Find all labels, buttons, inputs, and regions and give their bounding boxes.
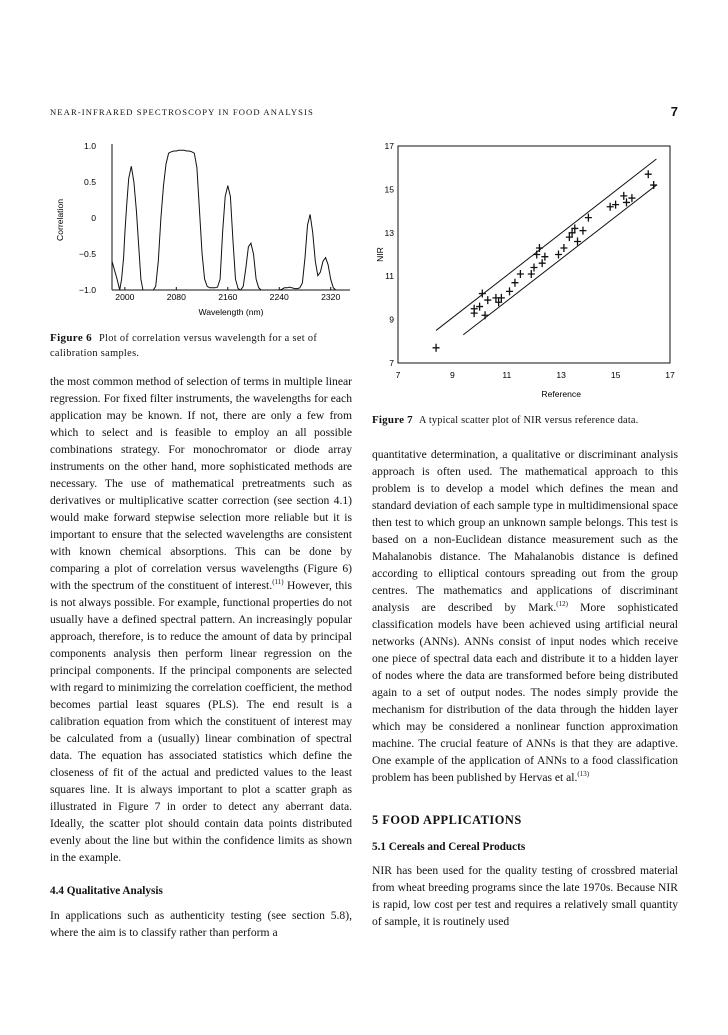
confidence-limit-line — [436, 159, 656, 330]
data-point — [511, 279, 518, 287]
caption-label: Figure 7 — [372, 414, 413, 426]
data-point — [555, 251, 562, 259]
data-point — [579, 227, 586, 235]
data-point — [484, 296, 491, 304]
x-tick-label: 13 — [556, 370, 566, 380]
paragraph: the most common method of selection of terms in multiple linear regression. For fixed filter instruments, the wavelengths for each application may be known. If not, there are only a few from which to select and is feasible to employ an all possible combinations strategy. For monochromator or diode array instruments on the other hand, more sophisticated methods are necessary. The use of mathematical pretreatments such as derivatives or multiplicative scatter correction (see section 4.1) would make forward stepwise selection more reliable but it is important to ensure that the selected wavelengths are consistent with known chemical absorptions. This can be done by comparing a plot of correlation versus wavelengths (Figure 6) with the spectrum of the constituent of interest.$^{(11)}$ However, this is not always possible. For example, functional properties do not usually have a defined spectral pattern. An increasingly popular approach, therefore, is to reduce the amount of data by principal components analysis then perform linear regression on the principal components. If the principal components are selected with regard to minimizing the correlation coefficient, the method becomes partial least squares (PLS). The end result is a calibration equation from which the constituent of interest may be calculated from a (usually) linear combination of spectral data. The equation has associated statistics which define the closeness of fit of the actual and predicted values to the least squares line. It is always important to plot a scatter graph as illustrated in Figure 7 in order to detect any aberrant data. Ideally, the scatter plot should contain data points distributed evenly about the line but within the confidence limits as shown in the example. — [50, 375, 352, 864]
section-heading-5: 5 FOOD APPLICATIONS — [372, 813, 522, 827]
left-column — [50, 373, 352, 941]
figure-6 — [50, 134, 360, 324]
caption-text: Plot of correlation versus wavelength for a set of calibration samples. — [50, 333, 318, 359]
x-tick-label: 2320 — [321, 292, 341, 302]
data-point — [650, 181, 657, 189]
y-tick-label: 0.5 — [84, 177, 96, 187]
data-point — [628, 194, 635, 202]
x-tick-label: 11 — [502, 370, 512, 380]
running-title: NEAR-INFRARED SPECTROSCOPY IN FOOD ANALYSIS — [50, 107, 314, 117]
x-axis-label: Reference — [541, 389, 582, 399]
page-header — [50, 104, 678, 120]
confidence-limit-line — [463, 185, 656, 335]
citation: (11) — [272, 578, 284, 587]
y-tick-label: 13 — [384, 227, 394, 238]
figure-7 — [364, 134, 684, 406]
paragraph: In applications such as authenticity testing (see section 5.8), where the aim is to classify rather than perform a — [50, 909, 352, 939]
page-number: 7 — [670, 104, 678, 119]
y-tick-label: 9 — [389, 314, 394, 325]
y-axis-label: Correlation — [55, 198, 65, 242]
right-column — [372, 446, 678, 930]
y-tick-label: 17 — [384, 141, 394, 151]
figure-7-caption — [372, 413, 678, 428]
y-tick-label: −0.5 — [79, 249, 96, 259]
y-tick-label: 1.0 — [84, 141, 96, 151]
correlation-chart — [50, 134, 360, 324]
data-point — [585, 214, 592, 222]
data-point — [433, 344, 440, 352]
paragraph: NIR has been used for the quality testing of crossbred material from wheat breeding programs since the late 1970s. Because NIR is rapid, low cost per test and requires a relatively small quantity of sample, it is routinely used — [372, 864, 678, 928]
data-point — [506, 287, 513, 295]
section-heading-5-1: 5.1 Cereals and Cereal Products — [372, 841, 526, 853]
paragraph: quantitative determination, a qualitative or discriminant analysis approach is often used. The mathematical approach to this problem is to develop a model which defines the mean and standard deviation of each sample type in multidimensional space then test to which group an unknown sample belongs. This test is based on a non-Euclidean distance measurement such as the Mahalanobis distance. The Mahalanobis distance is defined according to elliptical contours spreading out from the group centres. The mathematics and applications of discriminant analysis are described by Mark.$^{(12)}$ More sophisticated classification models have been achieved using artificial neural networks (ANNs). ANNs consist of input nodes which receive one piece of spectral data each and distribute it to a hidden layer of nodes where the data are transformed before being distributed again to a set of output nodes. The nodes simply provide the mechanism for distribution of the data through the hidden layer which may be considered a nonlinear function approximation machine. The crucial feature of ANNs is that they are adaptive. One example of the application of ANNs to a food classification problem has been published by Hervas et al.$^{(13)}$ — [372, 448, 678, 784]
data-point — [482, 311, 489, 319]
y-tick-label: 15 — [384, 184, 394, 195]
caption-text: A typical scatter plot of NIR versus reference data. — [419, 415, 639, 426]
x-axis-label: Wavelength (nm) — [198, 307, 264, 317]
scatter-chart — [364, 134, 684, 406]
x-tick-label: 2000 — [115, 292, 135, 302]
correlation-curve — [112, 150, 349, 290]
y-tick-label: 0 — [91, 213, 96, 223]
x-tick-label: 17 — [665, 370, 675, 380]
citation: (12) — [556, 600, 568, 609]
citation: (13) — [577, 770, 590, 779]
y-tick-label: 7 — [389, 358, 394, 368]
y-tick-label: 11 — [385, 271, 394, 282]
x-tick-label: 2080 — [166, 292, 186, 302]
data-point — [517, 270, 524, 278]
x-tick-label: 15 — [610, 370, 621, 380]
x-tick-label: 2240 — [269, 292, 289, 302]
x-tick-label: 9 — [450, 370, 455, 380]
y-tick-label: −1.0 — [79, 285, 96, 295]
x-tick-label: 7 — [395, 370, 401, 380]
figure-6-caption — [50, 331, 352, 361]
data-point — [645, 170, 652, 178]
section-heading-4-4: 4.4 Qualitative Analysis — [50, 885, 163, 897]
x-tick-label: 2160 — [218, 292, 238, 302]
caption-label: Figure 6 — [50, 332, 93, 344]
y-axis-label: NIR — [375, 247, 385, 262]
data-point — [560, 244, 567, 252]
